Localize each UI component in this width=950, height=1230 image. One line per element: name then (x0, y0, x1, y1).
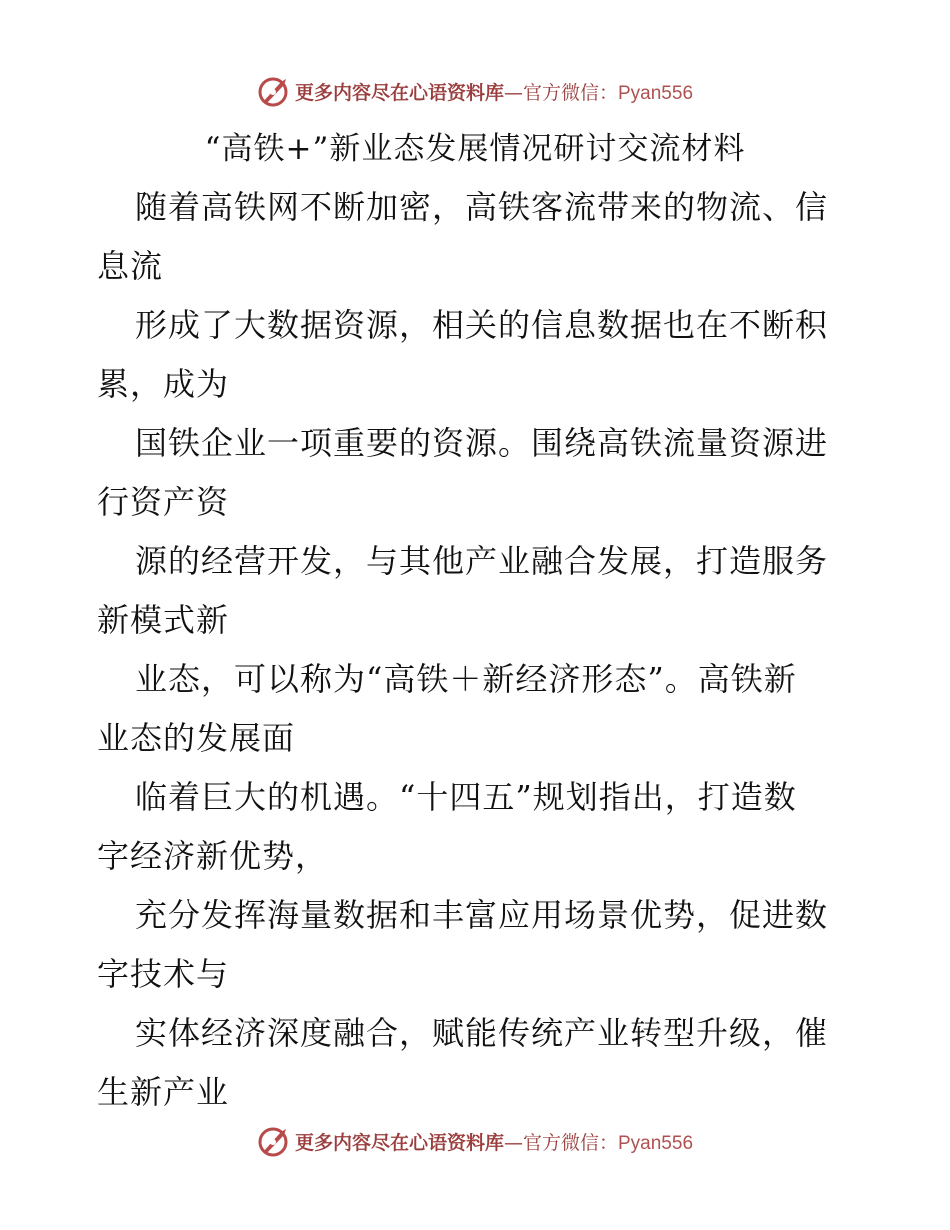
watermark-site: 更多内容尽在心语资料库 (294, 1131, 504, 1154)
body-line: 随着高铁网不断加密，高铁客流带来的物流、信 (135, 188, 829, 226)
watermark-wechat-id: Pyan556 (618, 82, 694, 104)
body-line: 新模式新 (97, 601, 230, 639)
body-line: 累，成为 (97, 365, 230, 403)
watermark-dash: — (503, 81, 523, 104)
body-line: 充分发挥海量数据和丰富应用场景优势，促进数 (135, 896, 829, 934)
watermark-text (295, 78, 693, 105)
watermark-dash: — (503, 1131, 523, 1154)
body-line: 实体经济深度融合，赋能传统产业转型升级，催 (135, 1014, 829, 1052)
watermark-text (295, 1128, 693, 1155)
body-line: 字技术与 (97, 955, 230, 993)
body-line: 国铁企业一项重要的资源。围绕高铁流量资源进 (135, 424, 829, 462)
body-line: 字经济新优势， (97, 837, 329, 875)
body-line: 行资产资 (97, 483, 230, 521)
document-body (97, 178, 853, 1122)
body-line: 息流 (97, 247, 164, 285)
quill-logo-icon (257, 1124, 291, 1158)
body-line: 源的经营开发，与其他产业融合发展，打造服务 (135, 542, 829, 580)
watermark-site: 更多内容尽在心语资料库 (294, 81, 504, 104)
header-watermark (0, 71, 950, 111)
watermark-wechat-id: Pyan556 (618, 1132, 694, 1154)
document-title: “高铁+”新业态发展情况研讨交流材料 (204, 131, 746, 167)
body-line: 临着巨大的机遇。“十四五”规划指出，打造数 (135, 778, 797, 816)
watermark-wechat-label: 官方微信： (522, 81, 618, 104)
footer-watermark (0, 1121, 950, 1161)
body-line: 业态，可以称为“高铁＋新经济形态”。高铁新 (135, 660, 797, 698)
watermark-wechat-label: 官方微信： (522, 1131, 618, 1154)
body-line: 形成了大数据资源，相关的信息数据也在不断积 (135, 306, 829, 344)
quill-logo-icon (257, 74, 291, 108)
body-line: 生新产业 (97, 1073, 230, 1111)
body-line: 业态的发展面 (97, 719, 296, 757)
